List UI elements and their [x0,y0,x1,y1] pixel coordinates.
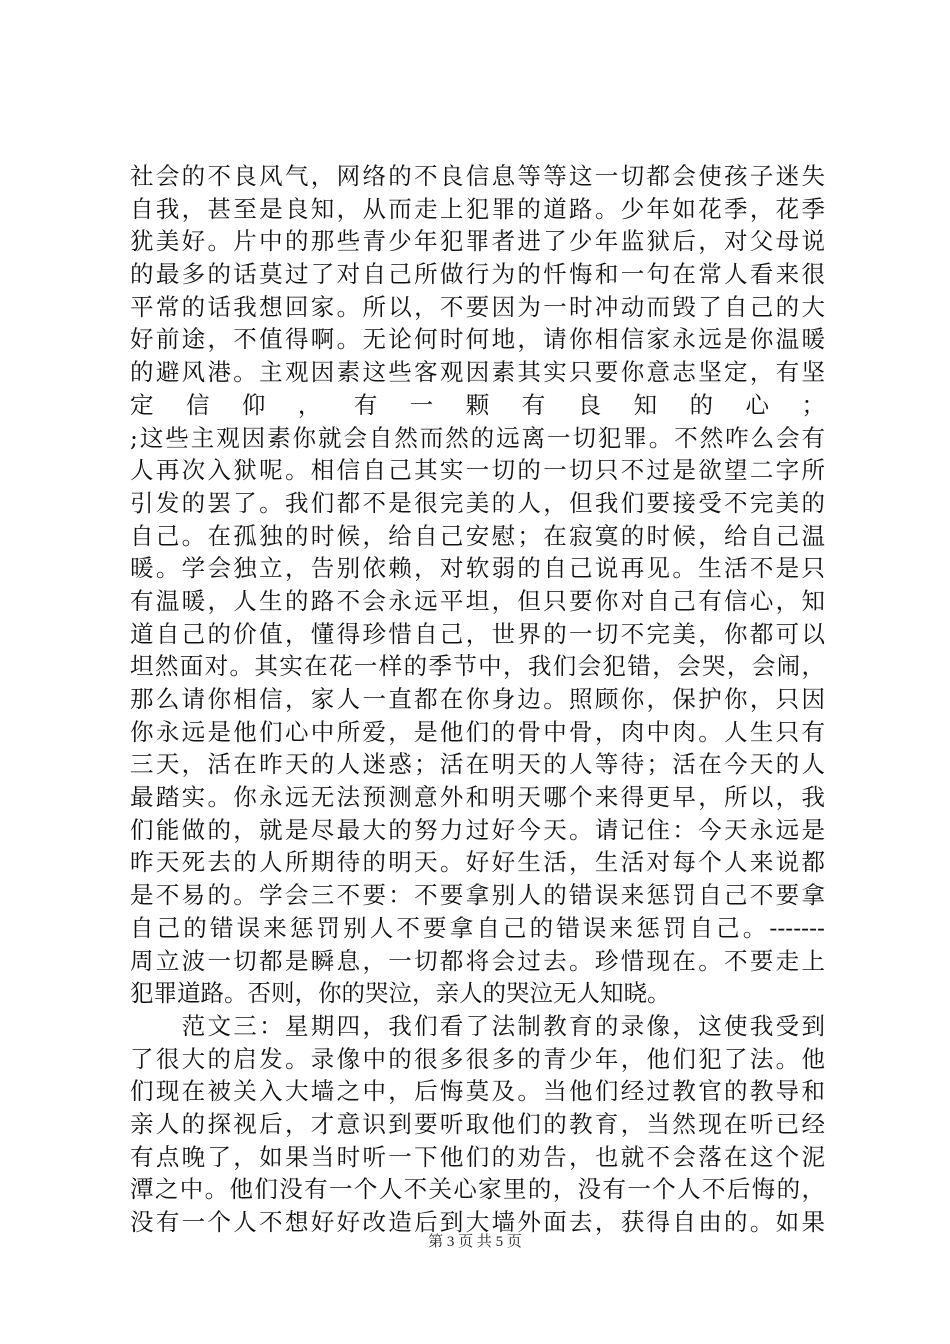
text-line: 们现在被关入大墙之中，后悔莫及。当他们经过教官的教导和 [130,1077,825,1106]
text-line: 范文三：星期四，我们看了法制教育的录像，这使我受到 [130,1011,825,1040]
page-footer: 第 3 页 共 5 页 [428,1234,522,1250]
text-line: 了很大的启发。录像中的很多很多的青少年，他们犯了法。他 [130,1044,825,1073]
text-line: 潭之中。他们没有一个人不关心家里的，没有一个人不后悔的， [130,1175,825,1204]
text-line: 自己。在孤独的时候，给自己安慰；在寂寞的时候，给自己温 [130,521,825,550]
text-line: 人再次入狱呢。相信自己其实一切的一切只不过是欲望二字所 [130,456,825,485]
text-line: 犯罪道路。否则，你的哭泣，亲人的哭泣无人知晓。 [130,979,671,1008]
text-line: 道自己的价值，懂得珍惜自己，世界的一切不完美，你都可以 [130,619,825,648]
text-line: 你永远是他们心中所爱，是他们的骨中骨，肉中肉。人生只有 [130,717,825,746]
text-line: 亲人的探视后，才意识到要听取他们的教育，当然现在听已经 [130,1109,825,1138]
text-line: 最踏实。你永远无法预测意外和明天哪个来得更早，所以，我 [130,783,825,812]
text-line: 的避风港。主观因素这些客观因素其实只要你意志坚定，有坚 [130,358,825,387]
text-line: 周立波一切都是瞬息，一切都将会过去。珍惜现在。不要走上 [130,946,825,975]
text-line: 有点晚了，如果当时听一下他们的劝告，也就不会落在这个泥 [130,1142,825,1171]
text-line: 定 信 仰 ， 有 一 颗 有 良 知 的 心 ； [130,390,825,419]
text-line: 坦然面对。其实在花一样的季节中，我们会犯错，会哭，会闹， [130,652,825,681]
text-line: 自我，甚至是良知，从而走上犯罪的道路。少年如花季，花季 [130,194,825,223]
document-body [130,160,825,1239]
text-line: 平常的话我想回家。所以，不要因为一时冲动而毁了自己的大 [130,292,825,321]
text-line: 三天，活在昨天的人迷惑；活在明天的人等待；活在今天的人 [130,750,825,779]
text-line: 好前途，不值得啊。无论何时何地，请你相信家永远是你温暖 [130,325,825,354]
text-line: 暖。学会独立，告别依赖，对软弱的自己说再见。生活不是只 [130,554,825,583]
text-line: 社会的不良风气，网络的不良信息等等这一切都会使孩子迷失 [130,162,825,190]
text-line: 犹美好。片中的那些青少年犯罪者进了少年监狱后，对父母说 [130,227,825,256]
text-line: 引发的罢了。我们都不是很完美的人，但我们要接受不完美的 [130,488,825,517]
text-line: 有温暖，人生的路不会永远平坦，但只要你对自己有信心，知 [130,586,825,615]
text-line: 们能做的，就是尽最大的努力过好今天。请记住：今天永远是 [130,815,825,844]
text-line: 的最多的话莫过了对自己所做行为的忏悔和一句在常人看来很 [130,260,825,289]
text-line: 自己的错误来惩罚别人不要拿自己的错误来惩罚自己。------- [130,913,825,942]
text-line: 是不易的。学会三不要：不要拿别人的错误来惩罚自己不要拿 [130,881,825,910]
text-line: ;这些主观因素你就会自然而然的远离一切犯罪。不然咋么会有 [130,423,825,452]
text-line: 那么请你相信，家人一直都在你身边。照顾你，保护你，只因 [130,685,825,713]
text-line: 没有一个人不想好好改造后到大墙外面去，获得自由的。如果 [130,1208,825,1236]
text-line: 昨天死去的人所期待的明天。好好生活，生活对每个人来说都 [130,848,825,877]
